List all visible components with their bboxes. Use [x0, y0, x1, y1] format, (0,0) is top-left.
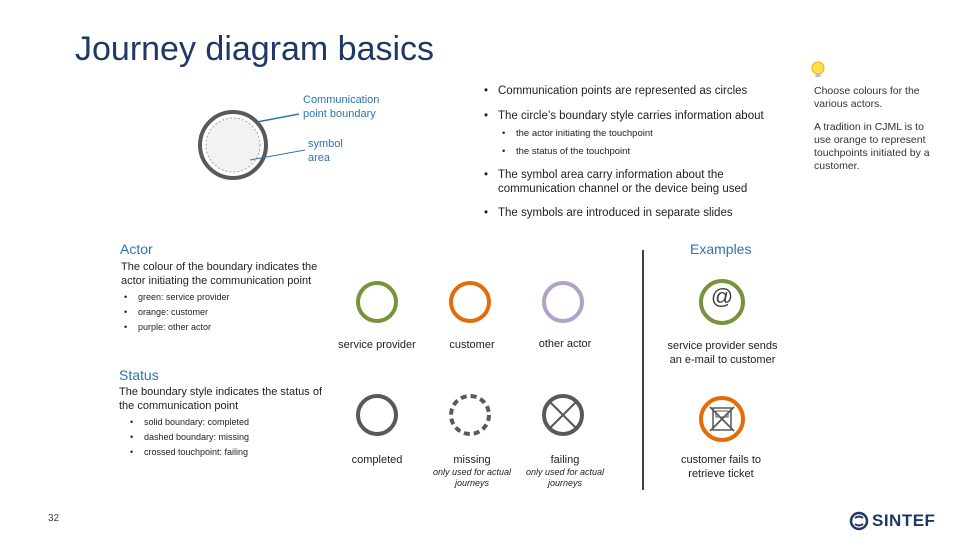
side-note-p1: Choose colours for the various actors. — [814, 85, 920, 110]
bullet-item: • Communication points are represented as circles — [484, 84, 794, 98]
sub-bullet-item: • the status of the touchpoint — [502, 146, 794, 158]
actor-list-item: • purple: other actor — [124, 322, 324, 333]
status-circle-failing — [541, 393, 585, 437]
sub-bullet-item: • the actor initiating the touchpoint — [502, 128, 794, 140]
example-1-label: service provider sends an e-mail to customer — [667, 340, 778, 366]
actor-description: The colour of the boundary indicates the actor initiating the communication point — [121, 261, 318, 287]
side-note — [814, 85, 939, 173]
slide-title: Journey diagram basics — [75, 30, 435, 68]
actor-circle-other-actor — [541, 280, 585, 324]
actor-list — [124, 292, 324, 333]
status-circle-completed — [355, 393, 399, 437]
bullet-item: • The circle’s boundary style carries information about — [484, 109, 794, 123]
section-divider — [642, 250, 644, 490]
actor-heading: Actor — [120, 241, 153, 257]
sintef-logo-text: SINTEF — [872, 511, 936, 530]
status-list-item: • dashed boundary: missing — [130, 432, 330, 443]
side-note-p2: A tradition in CJML is to use orange to represent touchpoints initiated by a customer. — [814, 121, 930, 172]
actor-circle-customer — [448, 280, 492, 324]
status-description: The boundary style indicates the status of the communication point — [119, 386, 323, 412]
actor-label: customer — [449, 339, 495, 351]
status-label: failing — [550, 454, 580, 466]
status-list-item: • solid boundary: completed — [130, 417, 330, 428]
page-number: 32 — [48, 513, 60, 524]
symbol-area-label: symbol area — [308, 138, 343, 164]
status-label: missing — [453, 454, 491, 466]
boundary-pointer-line — [257, 114, 299, 122]
status-circle-missing — [448, 393, 492, 437]
status-list-item: • crossed touchpoint: failing — [130, 447, 330, 458]
actor-circle-service-provider — [355, 280, 399, 324]
actor-label: other actor — [538, 338, 592, 350]
status-label: completed — [351, 454, 403, 466]
status-note: only used for actual journeys — [432, 467, 512, 488]
status-note: only used for actual journeys — [525, 467, 605, 488]
status-list — [130, 417, 330, 458]
status-heading: Status — [119, 367, 159, 383]
actor-list-item: • orange: customer — [124, 307, 324, 318]
sintef-logo-icon — [849, 511, 869, 531]
actor-list-item: • green: service provider — [124, 292, 324, 303]
bullet-item: • The symbols are introduced in separate slides — [484, 206, 794, 220]
actor-label: service provider — [338, 339, 416, 351]
example-2-label: customer fails to retrieve ticket — [680, 454, 762, 480]
at-sign-icon: @ — [710, 284, 734, 309]
intro-bullets — [484, 84, 794, 220]
examples-heading: Examples — [690, 241, 752, 257]
symbol-area — [206, 118, 260, 172]
bullet-item: • The symbol area carry information about the communication channel or the device being used — [484, 168, 768, 196]
boundary-label: Communication point boundary — [303, 94, 380, 120]
example-ticket-touchpoint — [698, 395, 746, 443]
lightbulb-icon — [808, 60, 828, 80]
